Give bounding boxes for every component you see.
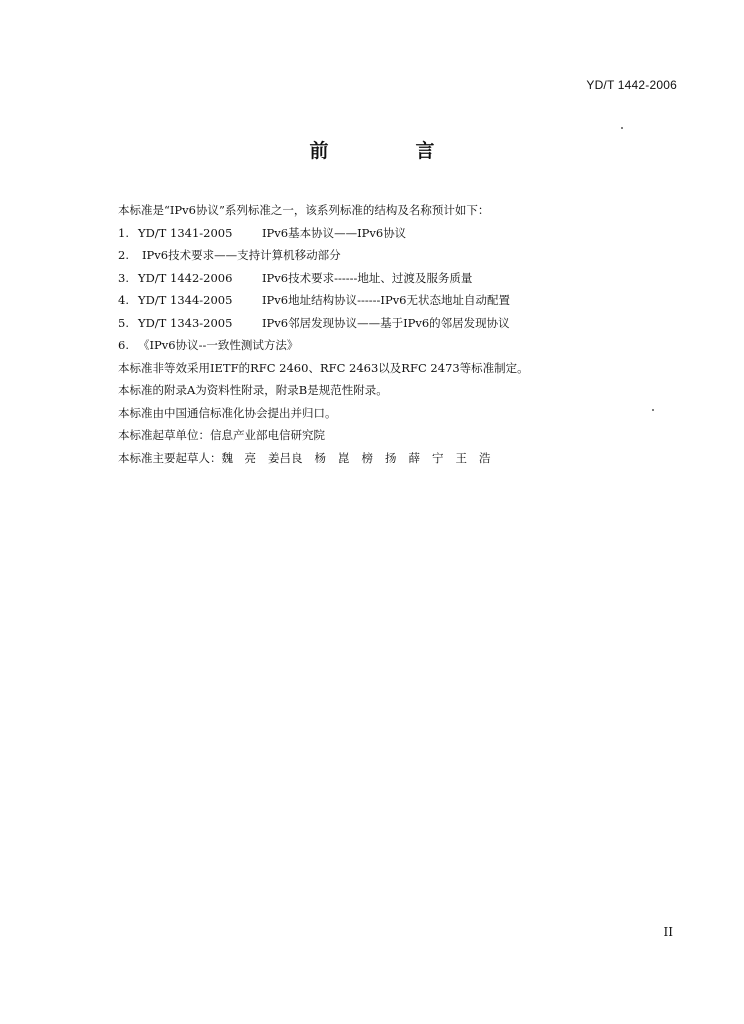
drafter-name: 薛 [408,450,420,465]
list-text: 《IPv6协议--一致性测试方法》 [138,338,299,352]
standard-ref: YD/T 1341-2005 [138,225,233,240]
proposer-paragraph: 本标准由中国通信标准化协会提出并归口。 [118,405,337,420]
list-item [118,334,678,357]
drafter-name: 姜吕良 [268,450,303,465]
list-item [118,289,678,312]
list-item [118,244,678,267]
drafter-name: 宁 [432,450,444,465]
list-number: 1. [118,225,129,240]
drafters-label: 本标准主要起草人： [118,450,222,465]
standard-code: YD/T 1442-2006 [586,78,677,92]
list-text: IPv6技术要求------地址、过渡及服务质量 [262,270,473,285]
drafter-name: 榜 [361,450,373,465]
foreword-body [118,199,678,469]
list-number: 4. [118,293,129,307]
scan-speck [652,409,654,411]
list-number: 2. [118,248,129,262]
page-title: 前 言 [309,140,469,162]
list-item [118,267,678,290]
list-number: 3. [118,270,129,285]
drafters-line [118,447,678,470]
list-text: IPv6基本协议——IPv6协议 [262,225,407,240]
intro-paragraph: 本标准是“IPv6协议”系列标准之一，该系列标准的结构及名称预计如下： [118,203,490,217]
drafter-name: 杨 [314,450,326,465]
drafting-unit-paragraph: 本标准起草单位：信息产业部电信研究院 [118,428,325,442]
list-text: IPv6地址结构协议------IPv6无状态地址自动配置 [262,293,511,307]
drafter-name: 王 [455,450,467,465]
standard-ref: YD/T 1343-2005 [138,315,233,330]
standard-ref: YD/T 1344-2005 [138,293,233,307]
list-number: 5. [118,315,129,330]
scan-speck [621,127,623,129]
adoption-paragraph: 本标准非等效采用IETF的RFC 2460、RFC 2463以及RFC 2473等标准制定。 [118,360,529,375]
list-item [118,222,678,245]
drafter-name: 扬 [385,450,397,465]
annex-paragraph: 本标准的附录A为资料性附录，附录B是规范性附录。 [118,383,388,397]
list-number: 6. [118,338,129,352]
list-item [118,312,678,335]
page-number: II [663,925,673,939]
drafter-name: 浩 [479,450,491,465]
standard-ref: YD/T 1442-2006 [138,270,233,285]
drafter-name: 魏 亮 [221,450,256,465]
list-text: IPv6技术要求——支持计算机移动部分 [142,248,341,262]
list-text: IPv6邻居发现协议——基于IPv6的邻居发现协议 [262,315,510,330]
drafter-name: 崑 [338,450,350,465]
